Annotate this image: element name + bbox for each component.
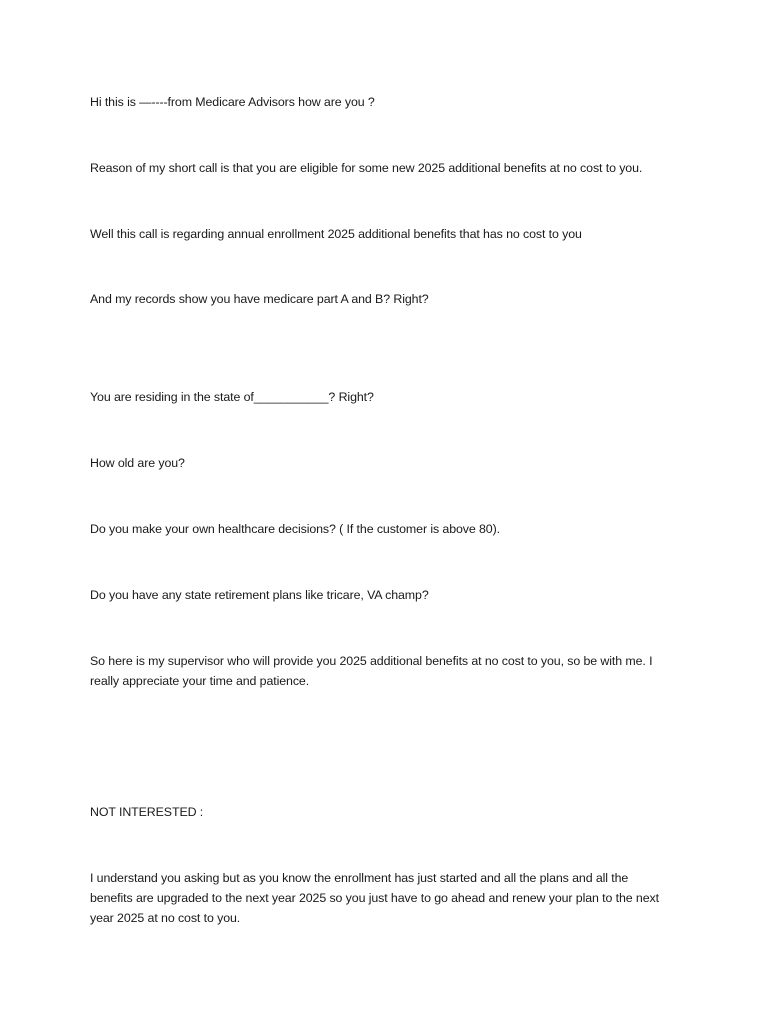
call-reason-line: Reason of my short call is that you are eligible for some new 2025 additional benefits at no cost to you. bbox=[90, 161, 643, 175]
medicare-parts-question: And my records show you have medicare part A and B? Right? bbox=[90, 292, 429, 306]
state-question: You are residing in the state of___________? Right? bbox=[90, 390, 374, 404]
healthcare-decisions-question: Do you make your own healthcare decisions? ( If the customer is above 80). bbox=[90, 522, 500, 536]
supervisor-transfer-line: So here is my supervisor who will provide you 2025 additional benefits at no cost to you, so be with me. I really appreciate your time and patience. bbox=[90, 654, 653, 688]
not-interested-rebuttal: I understand you asking but as you know the enrollment has just started and all the plans and all the benefits are upgraded to the next year 2025 so you just have to go ahead and renew your plan to the next year 2025 at no cost to you. bbox=[90, 871, 659, 925]
retirement-plans-question: Do you have any state retirement plans like tricare, VA champ? bbox=[90, 588, 429, 602]
age-question: How old are you? bbox=[90, 456, 185, 470]
enrollment-line: Well this call is regarding annual enrollment 2025 additional benefits that has no cost to you bbox=[90, 227, 582, 241]
not-interested-heading: NOT INTERESTED : bbox=[90, 805, 204, 819]
greeting-line: Hi this is —----from Medicare Advisors how are you ? bbox=[90, 95, 375, 109]
